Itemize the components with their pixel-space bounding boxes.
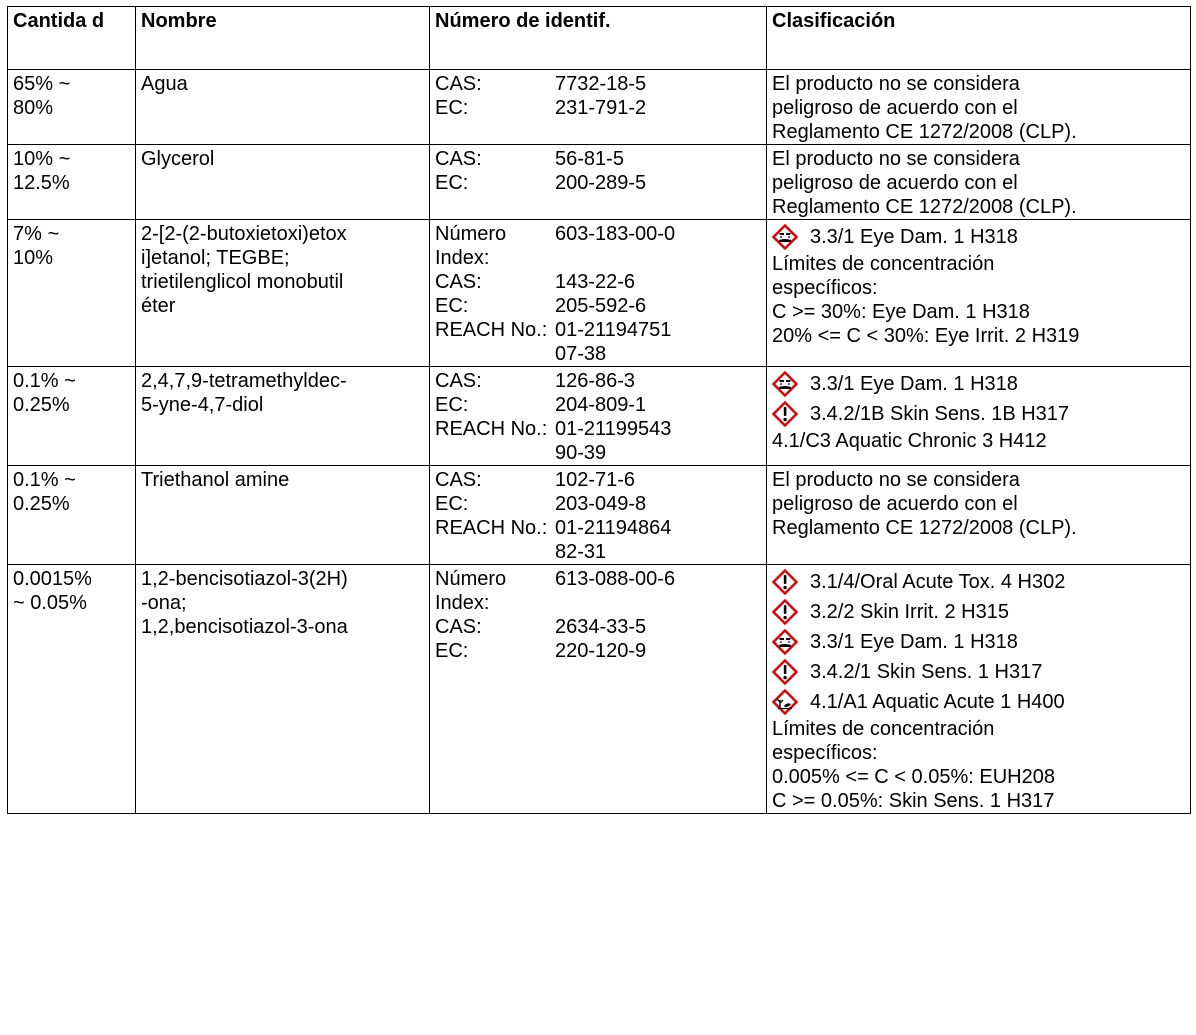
- identifier-type: Index:: [435, 592, 490, 614]
- identifier-row: [435, 492, 761, 516]
- classification-line: peligroso de acuerdo con el: [772, 97, 1018, 119]
- amount-cell: [8, 145, 136, 220]
- amount-line: 0.25%: [13, 493, 70, 515]
- identifier-value: 205-592-6: [555, 295, 647, 317]
- name-line: i]etanol; TEGBE;: [141, 247, 290, 269]
- identifier-value: 203-049-8: [555, 493, 647, 515]
- identifier-type: EC:: [435, 640, 469, 662]
- classification-line: peligroso de acuerdo con el: [772, 172, 1018, 194]
- identifier-value: 01-21194864: [555, 517, 672, 539]
- amount-line: 0.0015%: [13, 568, 92, 590]
- identifier-value: 231-791-2: [555, 97, 647, 119]
- identifier-row: [435, 468, 761, 492]
- identifier-type: CAS:: [435, 469, 482, 491]
- identifier-value: 143-22-6: [555, 271, 636, 293]
- hazard-statement: [772, 399, 1185, 429]
- classification-cell: [767, 70, 1191, 145]
- ghs07-exclamation-icon: [772, 659, 798, 685]
- ghs07-exclamation-icon: [772, 401, 798, 427]
- name-line: 2-[2-(2-butoxietoxi)etox: [141, 223, 347, 245]
- identifier-type: REACH No.:: [435, 319, 548, 341]
- identifier-type: CAS:: [435, 73, 482, 95]
- hazard-statement: [772, 627, 1185, 657]
- hazard-text: 3.4.2/1B Skin Sens. 1B H317: [810, 403, 1070, 425]
- identifier-cell: [430, 70, 767, 145]
- identifier-cell: [430, 220, 767, 367]
- amount-cell: [8, 466, 136, 565]
- document: [7, 6, 1191, 814]
- name-cell: [136, 466, 430, 565]
- classification-line: peligroso de acuerdo con el: [772, 493, 1018, 515]
- identifier-type: EC:: [435, 493, 469, 515]
- identifier-type: Número: [435, 223, 507, 245]
- identifier-type: [435, 342, 555, 366]
- name-line: 5-yne-4,7-diol: [141, 394, 264, 416]
- classification-line: El producto no se considera: [772, 73, 1020, 95]
- identifier-value: 613-088-00-6: [555, 568, 676, 590]
- hazard-text: 3.2/2 Skin Irrit. 2 H315: [810, 601, 1009, 623]
- header-amount: Cantida d: [8, 7, 136, 70]
- table-row: [8, 565, 1191, 814]
- identifier-type: Número: [435, 568, 507, 590]
- identifier-value: 7732-18-5: [555, 73, 647, 95]
- identifier-value: 220-120-9: [555, 640, 647, 662]
- classification-cell: [767, 367, 1191, 466]
- header-name: Nombre: [136, 7, 430, 70]
- classification-line: Límites de concentración: [772, 253, 995, 275]
- classification-line: Reglamento CE 1272/2008 (CLP).: [772, 196, 1077, 218]
- name-line: Triethanol amine: [141, 469, 290, 491]
- classification-line: Reglamento CE 1272/2008 (CLP).: [772, 121, 1077, 143]
- table-body: [8, 70, 1191, 814]
- identifier-type: [435, 540, 555, 564]
- identifier-value: 200-289-5: [555, 172, 647, 194]
- ghs09-environment-icon: [772, 689, 798, 715]
- composition-table: [7, 6, 1191, 814]
- identifier-cell: [430, 466, 767, 565]
- classification-line: C >= 30%: Eye Dam. 1 H318: [772, 301, 1030, 323]
- identifier-row: [435, 147, 761, 171]
- identifier-row: [435, 318, 761, 342]
- name-cell: [136, 367, 430, 466]
- identifier-type: CAS:: [435, 148, 482, 170]
- identifier-type: EC:: [435, 97, 469, 119]
- amount-line: 65% ~: [13, 73, 71, 95]
- identifier-row: [435, 516, 761, 540]
- identifier-row: [435, 393, 761, 417]
- identifier-row: [435, 441, 761, 465]
- table-row: [8, 367, 1191, 466]
- amount-line: 10%: [13, 247, 54, 269]
- ghs07-exclamation-icon: [772, 569, 798, 595]
- name-cell: [136, 145, 430, 220]
- hazard-text: 3.4.2/1 Skin Sens. 1 H317: [810, 661, 1043, 683]
- identifier-row: [435, 567, 761, 591]
- identifier-row: [435, 270, 761, 294]
- hazard-statement: [772, 597, 1185, 627]
- classification-line: 4.1/C3 Aquatic Chronic 3 H412: [772, 430, 1047, 452]
- amount-line: 12.5%: [13, 172, 70, 194]
- identifier-row: [435, 222, 761, 246]
- identifier-value: 01-21194751: [555, 319, 672, 341]
- amount-cell: [8, 70, 136, 145]
- classification-line: C >= 0.05%: Skin Sens. 1 H317: [772, 790, 1055, 812]
- identifier-row: [435, 96, 761, 120]
- ghs05-corrosion-icon: [772, 371, 798, 397]
- identifier-type: CAS:: [435, 616, 482, 638]
- identifier-cell: [430, 145, 767, 220]
- classification-line: Reglamento CE 1272/2008 (CLP).: [772, 517, 1077, 539]
- classification-cell: [767, 565, 1191, 814]
- identifier-value: 90-39: [555, 442, 607, 464]
- hazard-statement: [772, 369, 1185, 399]
- identifier-value: [555, 246, 761, 270]
- hazard-text: 3.3/1 Eye Dam. 1 H318: [810, 226, 1018, 248]
- classification-line: específicos:: [772, 742, 878, 764]
- amount-line: 0.25%: [13, 394, 70, 416]
- identifier-cell: [430, 565, 767, 814]
- table-row: [8, 145, 1191, 220]
- amount-cell: [8, 220, 136, 367]
- classification-line: Límites de concentración: [772, 718, 995, 740]
- table-row: [8, 70, 1191, 145]
- name-cell: [136, 70, 430, 145]
- header-identifier: Número de identif.: [430, 7, 767, 70]
- identifier-type: EC:: [435, 295, 469, 317]
- identifier-row: [435, 294, 761, 318]
- ghs07-exclamation-icon: [772, 599, 798, 625]
- identifier-value: 07-38: [555, 343, 607, 365]
- identifier-value: 56-81-5: [555, 148, 624, 170]
- classification-cell: [767, 145, 1191, 220]
- classification-line: específicos:: [772, 277, 878, 299]
- name-line: -ona;: [141, 592, 187, 614]
- identifier-value: [555, 591, 761, 615]
- hazard-text: 3.3/1 Eye Dam. 1 H318: [810, 373, 1018, 395]
- name-line: éter: [141, 295, 176, 317]
- ghs05-corrosion-icon: [772, 629, 798, 655]
- identifier-type: [435, 441, 555, 465]
- name-line: 2,4,7,9-tetramethyldec-: [141, 370, 347, 392]
- identifier-value: 82-31: [555, 541, 607, 563]
- identifier-value: 603-183-00-0: [555, 223, 676, 245]
- identifier-row: [435, 171, 761, 195]
- ghs05-corrosion-icon: [772, 224, 798, 250]
- identifier-cell: [430, 367, 767, 466]
- amount-line: ~ 0.05%: [13, 592, 87, 614]
- name-line: Glycerol: [141, 148, 215, 170]
- identifier-row: [435, 342, 761, 366]
- identifier-type: REACH No.:: [435, 517, 548, 539]
- identifier-row: [435, 639, 761, 663]
- identifier-row: [435, 369, 761, 393]
- name-cell: [136, 220, 430, 367]
- identifier-type: EC:: [435, 394, 469, 416]
- classification-line: 20% <= C < 30%: Eye Irrit. 2 H319: [772, 325, 1080, 347]
- classification-cell: [767, 220, 1191, 367]
- hazard-statement: [772, 567, 1185, 597]
- name-line: 1,2,bencisotiazol-3-ona: [141, 616, 348, 638]
- identifier-value: 01-21199543: [555, 418, 672, 440]
- table-row: [8, 466, 1191, 565]
- identifier-type: CAS:: [435, 271, 482, 293]
- amount-cell: [8, 565, 136, 814]
- name-cell: [136, 565, 430, 814]
- name-line: Agua: [141, 73, 188, 95]
- identifier-type: Index:: [435, 247, 490, 269]
- table-header-row: [8, 7, 1191, 70]
- amount-line: 0.1% ~: [13, 370, 76, 392]
- amount-line: 10% ~: [13, 148, 71, 170]
- identifier-value: 204-809-1: [555, 394, 647, 416]
- identifier-value: 102-71-6: [555, 469, 636, 491]
- identifier-value: 2634-33-5: [555, 616, 647, 638]
- name-line: 1,2-bencisotiazol-3(2H): [141, 568, 348, 590]
- classification-line: El producto no se considera: [772, 148, 1020, 170]
- amount-cell: [8, 367, 136, 466]
- identifier-row: [435, 591, 761, 615]
- identifier-type: REACH No.:: [435, 418, 548, 440]
- identifier-type: CAS:: [435, 370, 482, 392]
- amount-line: 80%: [13, 97, 54, 119]
- identifier-value: 126-86-3: [555, 370, 636, 392]
- hazard-statement: [772, 657, 1185, 687]
- identifier-row: [435, 615, 761, 639]
- name-line: trietilenglicol monobutil: [141, 271, 344, 293]
- identifier-row: [435, 72, 761, 96]
- amount-line: 0.1% ~: [13, 469, 76, 491]
- hazard-text: 3.1/4/Oral Acute Tox. 4 H302: [810, 571, 1066, 593]
- classification-cell: [767, 466, 1191, 565]
- identifier-row: [435, 246, 761, 270]
- hazard-text: 3.3/1 Eye Dam. 1 H318: [810, 631, 1018, 653]
- hazard-statement: [772, 222, 1185, 252]
- hazard-statement: [772, 687, 1185, 717]
- classification-line: El producto no se considera: [772, 469, 1020, 491]
- identifier-row: [435, 540, 761, 564]
- classification-line: 0.005% <= C < 0.05%: EUH208: [772, 766, 1055, 788]
- hazard-text: 4.1/A1 Aquatic Acute 1 H400: [810, 691, 1065, 713]
- table-row: [8, 220, 1191, 367]
- identifier-row: [435, 417, 761, 441]
- header-classification: Clasificación: [767, 7, 1191, 70]
- identifier-type: EC:: [435, 172, 469, 194]
- amount-line: 7% ~: [13, 223, 60, 245]
